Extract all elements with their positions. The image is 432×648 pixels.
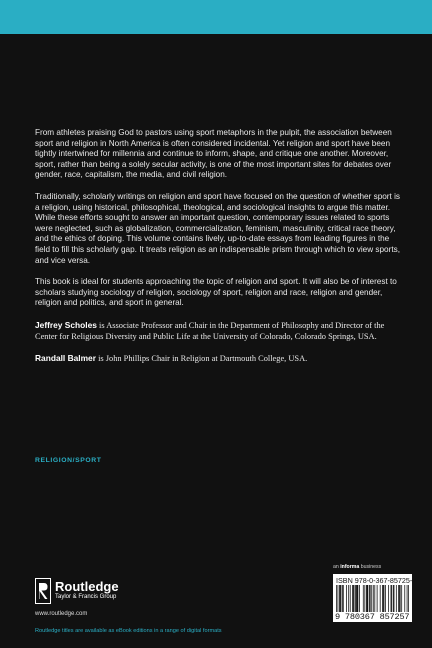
barcode-bar <box>373 585 374 612</box>
barcode-bar <box>368 585 369 612</box>
barcode-bar <box>343 585 344 612</box>
back-cover-blurb <box>35 128 400 376</box>
barcode-bar <box>393 585 394 612</box>
barcode-bar <box>336 585 337 612</box>
author-name: Jeffrey Scholes <box>35 319 97 330</box>
barcode-bar <box>385 585 386 612</box>
author-name: Randall Balmer <box>35 353 96 364</box>
barcode-bar <box>348 585 349 612</box>
barcode-bar <box>401 585 402 612</box>
barcode-bar <box>342 585 343 612</box>
barcode-bar <box>356 585 357 612</box>
barcode-bar <box>391 585 392 612</box>
barcode-bar <box>377 585 378 612</box>
barcode-bar <box>370 585 371 612</box>
barcode-bar <box>399 585 400 612</box>
barcode-bar <box>384 585 385 612</box>
barcode-bar <box>357 585 358 612</box>
isbn-label: ISBN 978-0-367-85725-7 <box>336 576 417 585</box>
blurb-paragraph: This book is ideal for students approaching the topic of religion and sport. It will also be of interest to scholars studying sociology of religion, sociology of sport, religion and race, religion and gender, religion and politics, and sport in general. <box>35 277 397 308</box>
ebook-note: Routledge titles are available as eBook editions in a range of digital formats <box>35 628 222 634</box>
barcode-bar <box>338 585 339 612</box>
barcode-digits: 9 780367 857257 <box>335 612 410 622</box>
blurb-paragraph: From athletes praising God to pastors using sport metaphors in the pulpit, the association between sport and religion in North America is often considered incidental. Yet religion and sport have been tightly intertwined for millennia and continue to inform, shape, and critique one another. Moreover, sport, rather than being a solely secular activity, is one of the most important sites for debates over gender, race, capitalism, the media, and civil religion. <box>35 128 392 180</box>
barcode-bar <box>363 585 364 612</box>
subject-category: RELIGION/SPORT <box>35 457 102 464</box>
barcode-bar <box>350 585 351 612</box>
top-color-band <box>0 0 432 34</box>
barcode-bar <box>382 585 383 612</box>
informa-prefix: an <box>333 564 341 570</box>
barcode-bar <box>394 585 395 612</box>
barcode-bar <box>388 585 389 612</box>
barcode-bar <box>354 585 355 612</box>
barcode-bar <box>380 585 381 612</box>
barcode-bar <box>358 585 359 612</box>
barcode-bar <box>369 585 370 612</box>
informa-bold: informa <box>340 564 360 570</box>
barcode-bar <box>340 585 341 612</box>
informa-note <box>333 564 381 570</box>
publisher-subline: Taylor & Francis Group <box>55 594 117 600</box>
barcode-bar <box>407 585 408 612</box>
barcode-bar <box>374 585 375 612</box>
author-bio <box>35 353 400 365</box>
barcode-bar <box>371 585 372 612</box>
barcode-bars <box>336 585 409 612</box>
isbn-barcode <box>333 574 417 622</box>
barcode-bar <box>353 585 354 612</box>
author-bio <box>35 320 400 342</box>
barcode-bar <box>364 585 365 612</box>
barcode-bar <box>339 585 340 612</box>
publisher-url: www.routledge.com <box>35 611 88 617</box>
barcode-bar <box>355 585 356 612</box>
barcode-bar <box>400 585 401 612</box>
author-bio-text: is John Phillips Chair in Religion at Dartmouth College, USA. <box>95 354 308 364</box>
barcode-bar <box>366 585 367 612</box>
barcode-bar <box>352 585 353 612</box>
barcode-bar <box>391 585 392 612</box>
publisher-name: Routledge <box>55 579 119 594</box>
barcode-bar <box>367 585 368 612</box>
barcode-bar <box>341 585 342 612</box>
blurb-paragraph: Traditionally, scholarly writings on religion and sport have focused on the question of whether sport is a religion, using historical, philosophical, theological, and sociological insights to argue this matter. While these efforts sought to answer an important question, contemporary issues related to sports were neglected, such as globalization, commercialization, feminism, masculinity, critical race theory, and the ethics of doping. This volume contains lively, up-to-date essays from leading figures in the field to fill this scholarly gap. It treats religion as an indispensable prism through which to view sports, and vice versa. <box>35 191 400 265</box>
barcode-bar <box>408 585 409 612</box>
informa-suffix: business <box>359 564 382 570</box>
routledge-logo-icon <box>35 578 51 604</box>
author-bio-text: is Associate Professor and Chair in the Department of Philosophy and Director of the Center for Religious Diversity and Public Life at the University of Colorado, Colorado Springs, USA. <box>35 320 385 341</box>
barcode-bar <box>396 585 397 612</box>
barcode-bar <box>398 585 399 612</box>
barcode-bar <box>359 585 360 612</box>
barcode-bar <box>346 585 347 612</box>
barcode-bar <box>404 585 405 612</box>
barcode-bar <box>383 585 384 612</box>
